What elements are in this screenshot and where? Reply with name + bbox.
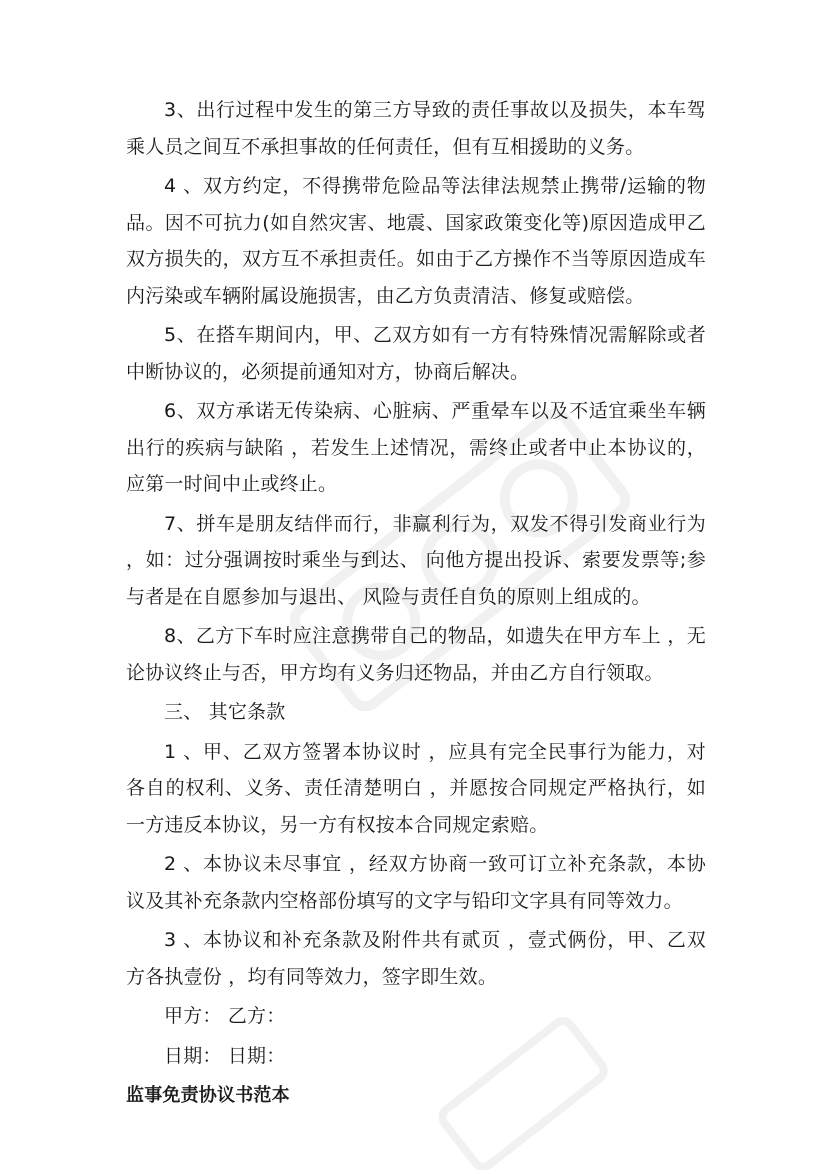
date-a-label: 日期： [164,1044,222,1067]
next-document-title: 监事免责协议书范本 [126,1085,290,1106]
signature-line [126,998,706,1035]
other-clause-2-supplement: 2 、本协议未尽事宜 ，经双方协商一致可订立补充条款，本协议及其补充条款内空格部份填写的文字与铅印文字具有同等效力。 [126,853,706,912]
clause-4-prohibited-items: 4 、双方约定，不得携带危险品等法律法规禁止携带/运输的物品。因不可抗力(如自然灾害、地震、国家政策变化等)原因造成甲乙双方损失的，双方互不承担责任。如由于乙方操作不当等原因造成车内污染或车辆附属设施损害，由乙方负责清洁、修复或赔偿。 [126,175,706,307]
clause-8-lost-items: 8、乙方下车时应注意携带自己的物品，如遗失在甲方车上 ，无论协议终止与否，甲方均有义务归还物品，并由乙方自行领取。 [126,625,706,684]
date-b-label: 日期： [227,1044,286,1067]
other-clause-3-copies: 3 、本协议和补充条款及附件共有贰页 ，壹式俩份，甲、乙双方各执壹份 ，均有同等效力，签字即生效。 [126,929,706,988]
party-b-label: 乙方： [227,1005,286,1027]
section-heading-other-terms: 三、 其它条款 [164,701,286,723]
clause-6-health-commitment: 6、双方承诺无传染病、心脏病、严重晕车以及不适宜乘坐车辆出行的疾病与缺陷 ，若发生上述情况，需终止或者中止本协议的，应第一时间中止或终止。 [126,400,706,495]
date-line [126,1038,706,1075]
clause-7-non-profit: 7、拼车是朋友结伴而行，非赢利行为，双发不得引发商业行为 ，如：过分强调按时乘坐与到达、 向他方提出投诉、索要发票等;参与者是在自愿参加与退出、 风险与责任自负的原则上组成的。 [126,512,706,608]
document-body [126,92,706,1112]
other-clause-1-capacity: 1 、甲、乙双方签署本协议时 ，应具有完全民事行为能力，对各自的权利、义务、责任清楚明白 ，并愿按合同规定严格执行，如一方违反本协议，另一方有权按本合同规定索赔。 [126,740,706,836]
clause-3-third-party-liability: 3、出行过程中发生的第三方导致的责任事故以及损失，本车驾乘人员之间互不承担事故的任何责任，但有互相援助的义务。 [126,99,706,158]
clause-5-termination-notice: 5、在搭车期间内，甲、乙双方如有一方有特殊情况需解除或者中断协议的，必须提前通知对方，协商后解决。 [126,324,706,383]
party-a-label: 甲方： [164,1005,222,1027]
